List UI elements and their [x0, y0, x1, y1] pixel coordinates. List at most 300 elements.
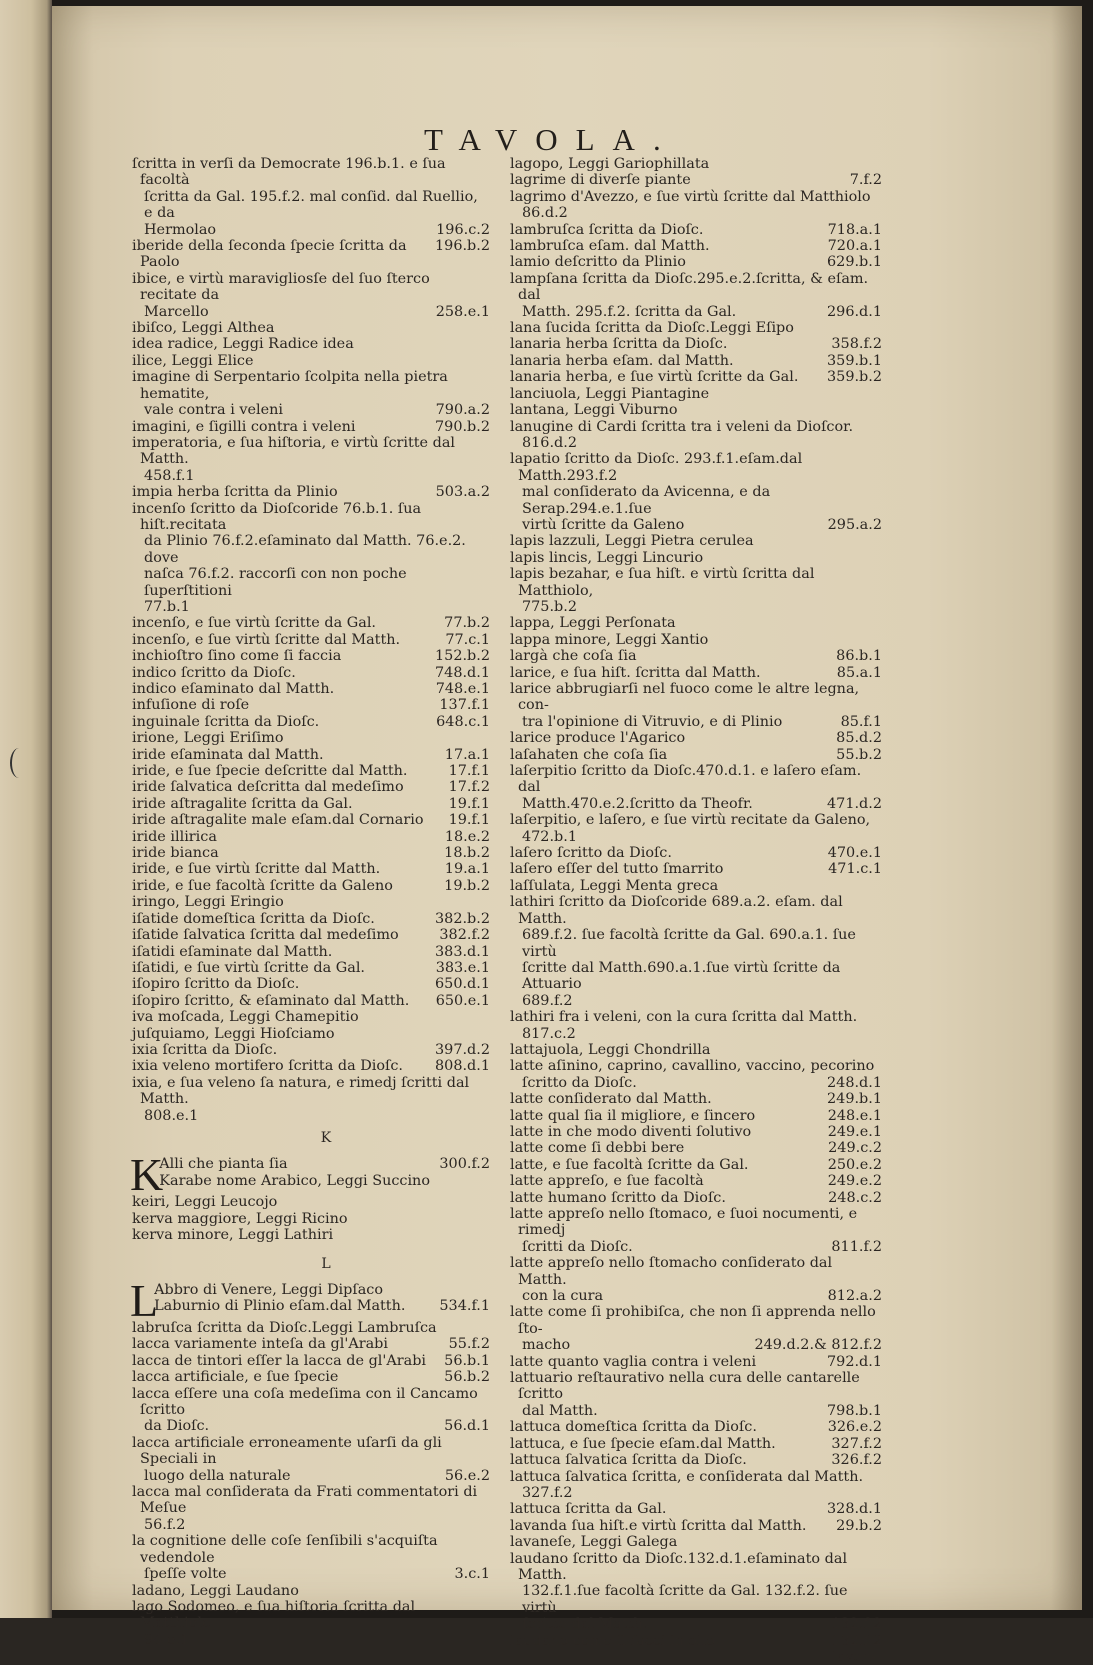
- entry-text: iride ſalvatica deſcritta dal medeſimo: [132, 779, 404, 796]
- entry-text: Laburnio di Plinio eſam.dal Matth.: [154, 1298, 406, 1315]
- entry-text: latte come ſi prohibiſca, che non ſi apprenda nello ſto-: [510, 1304, 876, 1337]
- entry-text: iſatide ſalvatica ſcritta dal medeſimo: [132, 927, 399, 944]
- page-reference: 18.b.2: [444, 845, 490, 862]
- page-reference: 327.f.2: [831, 1435, 882, 1452]
- index-entry: [132, 1353, 490, 1369]
- entry-text: latte, e ſue facoltà ſcritte da Gal.: [510, 1156, 749, 1173]
- index-entry: [510, 550, 882, 566]
- entry-text: iſatidi eſaminate dal Matth.: [132, 943, 333, 960]
- page-reference: 248.c.2: [828, 1189, 882, 1206]
- index-entry: [132, 1156, 490, 1172]
- page-reference: 56.d.1: [444, 1418, 490, 1435]
- index-entry: [132, 336, 490, 352]
- entry-text: lanaria herba, e ſue virtù ſcritte da Gal.: [510, 369, 799, 386]
- index-entry: [510, 1255, 882, 1288]
- entry-text: juſquiamo, Leggi Hioſciamo: [132, 1025, 335, 1042]
- entry-text: imagine di Serpentario ſcolpita nella pietra hematite,: [132, 369, 448, 402]
- index-entry: [132, 1468, 490, 1484]
- index-entry: [132, 304, 490, 320]
- entry-text: lacca artificiale, e ſue ſpecie: [132, 1369, 339, 1386]
- index-entry: [510, 1551, 882, 1584]
- catchword-row: [510, 1649, 882, 1665]
- index-entry: [132, 1583, 490, 1599]
- entry-text: lattuario reſtaurativo nella cura delle cantarelle ſcritto: [510, 1370, 860, 1403]
- entry-text: iride aſtragalite male eſam.dal Cornario: [132, 812, 424, 829]
- index-entry: [132, 796, 490, 812]
- page-reference: 86.b.1: [836, 648, 882, 665]
- entry-text: latte appreſo nello ſtomaco, e ſuoi nocumenti, e rimedj: [510, 1206, 858, 1239]
- index-entry: [132, 1320, 490, 1336]
- dropcap-l: L: [130, 1275, 159, 1326]
- page-reference: 650.d.1: [435, 976, 490, 993]
- index-entry: [132, 845, 490, 861]
- entry-text: lavaneſe, Leggi Galega: [510, 1534, 678, 1551]
- entry-text: 472.b.1: [522, 828, 577, 845]
- entry-text: lanaria herba eſam. dal Matth.: [510, 352, 734, 369]
- entry-text: impia herba ſcritta da Plinio: [132, 484, 338, 501]
- index-entry: [132, 714, 490, 730]
- page-reference: 383.e.1: [435, 959, 490, 976]
- entry-text: lacca mal conſiderata da Frati commentatori di Meſue: [132, 1484, 478, 1517]
- entry-text: 817.c.2: [522, 1025, 576, 1042]
- entry-text: dal Matth.: [522, 1402, 598, 1419]
- page-reference: 196.c.2: [436, 221, 490, 238]
- entry-text: latte come ſi debbi bere: [510, 1140, 685, 1157]
- entry-text: iride bianca: [132, 845, 219, 862]
- index-entry: [132, 566, 490, 599]
- index-entry: [510, 1124, 882, 1140]
- index-entry: [510, 222, 882, 238]
- index-entry: [510, 763, 882, 796]
- index-entry: [132, 1227, 490, 1243]
- page-reference: 798.b.1: [827, 1402, 882, 1419]
- left-column: [132, 156, 490, 1648]
- entry-text: latte quanto vaglia contra i veleni: [510, 1353, 757, 1370]
- index-entry: [510, 665, 882, 681]
- index-entry: [132, 1075, 490, 1108]
- right-column: [510, 156, 882, 1665]
- index-entry: [132, 1386, 490, 1419]
- index-entry: [510, 960, 882, 993]
- entry-text: lattuca, e ſue ſpecie eſam.dal Matth.: [510, 1435, 776, 1452]
- page-reference: 248.d.1: [827, 1074, 882, 1091]
- index-entry: [132, 1418, 490, 1434]
- page-reference: 397.d.2: [435, 1041, 490, 1058]
- page-reference: 55.f.2: [448, 1336, 490, 1353]
- index-entry: [132, 1632, 490, 1648]
- index-entry: [510, 1157, 882, 1173]
- index-entry: [510, 894, 882, 927]
- entry-text: ſpeſſe volte: [144, 1566, 227, 1583]
- index-entry: [510, 1354, 882, 1370]
- index-entry: [510, 829, 882, 845]
- entry-text: ſcritta in verſi da Democrate 196.b.1. e ſua facoltà: [132, 156, 446, 189]
- entry-text: lamio deſcritto da Plinio: [510, 254, 686, 271]
- entry-text: iride, e ſue virtù ſcritte dal Matth.: [132, 861, 381, 878]
- entry-text: laudano ſcritto da Dioſc.132.d.1.eſaminato dal Matth.: [510, 1550, 848, 1583]
- facing-page-edge: [0, 0, 52, 1618]
- entry-text: tra l'opinione di Vitruvio, e di Plinio: [522, 713, 783, 730]
- entry-text: lapatio ſcritto da Dioſc. 293.f.1.eſam.dal Matth.293.f.2: [510, 451, 803, 484]
- entry-text: lanciuola, Leggi Piantagine: [510, 385, 710, 402]
- page-reference: 470.e.1: [827, 845, 882, 862]
- entry-text: lapis lazzuli, Leggi Pietra cerulea: [510, 533, 754, 550]
- index-entry: [132, 1108, 490, 1124]
- entry-text: lacca eſſere una coſa medeſima con il Cancamo ſcritto: [132, 1385, 478, 1419]
- entry-text: iride, e ſue ſpecie deſcritte dal Matth.: [132, 763, 408, 780]
- entry-text: inchioſtro ſino come ſi faccia: [132, 648, 342, 665]
- entry-text: luogo della naturale: [144, 1467, 291, 1484]
- entry-text: lathiri fra i veleni, con la cura ſcritta dal Matth.: [510, 1009, 858, 1026]
- entry-text: Marcello: [144, 303, 209, 320]
- page-reference: 326.e.2: [827, 1419, 882, 1436]
- entry-text: virtù ſcritte da Galeno: [522, 516, 685, 533]
- page-reference: 3.c.1: [454, 1566, 490, 1583]
- page-reference: 812.a.2: [827, 1288, 882, 1305]
- index-entry: [132, 665, 490, 681]
- section-k-dropcap-lines: [132, 1156, 490, 1189]
- page-reference: 152.b.2: [435, 648, 490, 665]
- index-entry: [510, 336, 882, 352]
- entry-text: imperatoria, e ſua hiſtoria, e virtù ſcritte dal Matth.: [132, 434, 456, 468]
- index-entry: [510, 845, 882, 861]
- index-entry: [510, 1485, 882, 1501]
- page-reference: 300.f.2: [439, 1156, 490, 1173]
- index-entry: [132, 1042, 490, 1058]
- page-reference: 748.e.1: [435, 681, 490, 697]
- entry-text: lattuca ſcritta da Gal.: [510, 1501, 667, 1518]
- entry-text: Alli che pianta ſia: [159, 1156, 288, 1173]
- entry-text: latte conſiderato dal Matth.: [510, 1091, 712, 1108]
- index-entry: [132, 1298, 490, 1314]
- page-reference: 792.d.1: [827, 1353, 882, 1370]
- entry-text: Matth. 295.f.2. ſcritta da Gal.: [522, 303, 737, 320]
- index-entry: [132, 222, 490, 238]
- entry-text: Karabe nome Arabico, Leggi Succino: [159, 1172, 430, 1189]
- index-entry: [510, 304, 882, 320]
- page-reference: 534.f.1: [439, 1298, 490, 1315]
- index-entry: [132, 1435, 490, 1468]
- index-entry: [510, 435, 882, 451]
- page-reference: 648.c.1: [436, 713, 490, 730]
- entry-text: lacca de tintori eſſer la lacca de gl'Arabi: [132, 1352, 427, 1369]
- index-entry: [132, 812, 490, 828]
- index-entry: [510, 1190, 882, 1206]
- entry-text: Hermolao: [144, 221, 217, 238]
- index-entry: [132, 861, 490, 877]
- index-entry: [510, 730, 882, 746]
- page-reference: 85.d.2: [836, 730, 882, 747]
- section-l-intro: [130, 1275, 490, 1326]
- entry-text: lantana, Leggi Viburno: [510, 402, 678, 419]
- index-entry: [132, 730, 490, 746]
- page-reference: 358.f.2: [831, 336, 882, 353]
- index-entry: [132, 402, 490, 418]
- entry-text: inguinale ſcritta da Dioſc.: [132, 713, 320, 730]
- entry-text: ixia ſcritta da Dioſc.: [132, 1041, 278, 1058]
- entry-text: iride aſtragalite ſcritta da Gal.: [132, 795, 353, 812]
- index-entry: [510, 1108, 882, 1124]
- entry-text: lattuca ſalvatica ſcritta da Dioſc.: [510, 1452, 747, 1469]
- entry-text: iva moſcada, Leggi Chamepitio: [132, 1009, 359, 1026]
- entry-text: con la cura: [522, 1288, 604, 1305]
- page-reference: 718.a.1: [827, 221, 882, 238]
- entry-text: 132.f.1.ſue facoltà ſcritte da Gal. 132.f.2. ſue virtù: [522, 1583, 848, 1616]
- entry-text: indico ſcritto da Dioſc.: [132, 664, 296, 681]
- index-entry: [510, 861, 882, 877]
- index-entry: [510, 1616, 882, 1632]
- index-entry: [510, 402, 882, 418]
- index-entry: [510, 1501, 882, 1517]
- page-reference: 17.a.1: [444, 746, 490, 763]
- index-entry: [132, 894, 490, 910]
- index-entry: [510, 1436, 882, 1452]
- page-reference: 18.e.2: [444, 828, 490, 845]
- index-entry: [510, 681, 882, 714]
- entry-text: idea radice, Leggi Radice idea: [132, 336, 354, 353]
- entry-text: lanugine di Cardi ſcritta tra i veleni da Dioſcor.: [510, 418, 854, 435]
- entry-text: la cognitione delle coſe ſenſibili s'acquiſta vedendole: [132, 1533, 438, 1566]
- section-k-intro: [130, 1149, 490, 1201]
- index-entry: [510, 878, 882, 894]
- entry-text: laſſulata, Leggi Menta greca: [510, 877, 719, 894]
- entry-text: Abbro di Venere, Leggi Dipſaco: [154, 1282, 384, 1298]
- index-entry: [132, 419, 490, 435]
- entry-text: imagini, e ſigilli contra i veleni: [132, 418, 356, 435]
- entry-text: lampſana ſcritta da Dioſc.295.e.2.ſcritta, & eſam. dal: [510, 270, 869, 304]
- index-entry: [132, 927, 490, 943]
- entry-text: 458.f.1: [144, 467, 195, 484]
- entry-text: lappa minore, Leggi Xantio: [510, 631, 709, 648]
- page-reference: 359.b.2: [827, 369, 882, 386]
- entry-text: lacca artificiale erroneamente uſarſi da gli Speciali in: [132, 1434, 442, 1468]
- page-reference: 85.a.1: [836, 664, 882, 681]
- entry-text: 94.e.1: [144, 1631, 190, 1648]
- entry-text: ſcritte dal Matth.: [522, 1616, 648, 1633]
- page-reference: 790.b.2: [435, 418, 490, 435]
- page-reference: 808.d.1: [435, 1058, 490, 1075]
- entry-text: laudano come ſi facci in olio: [510, 1632, 715, 1649]
- entry-text: 77.b.1: [144, 598, 190, 615]
- entry-text: lattajuola, Leggi Chondrilla: [510, 1041, 711, 1058]
- index-entry: [132, 1058, 490, 1074]
- index-entry: [132, 1211, 490, 1227]
- entry-text: iride, e ſue facoltà ſcritte da Galeno: [132, 877, 393, 894]
- index-entry: [510, 1469, 882, 1485]
- index-entry: [510, 238, 882, 254]
- index-entry: [510, 156, 882, 172]
- index-entry: [132, 697, 490, 713]
- entry-text: ſcritta da Gal. 195.f.2. mal conſid. dal Ruellio, e da: [144, 188, 478, 222]
- index-entry: [510, 1239, 882, 1255]
- index-entry: [510, 993, 882, 1009]
- dropcap-k: K: [130, 1149, 164, 1201]
- index-entry: [510, 1091, 882, 1107]
- ink-mark: [10, 748, 28, 778]
- index-entry: [510, 517, 882, 533]
- index-entry: [510, 271, 882, 304]
- index-entry: [510, 599, 882, 615]
- page-reference: 249.e.2: [827, 1173, 882, 1190]
- running-title: TAVOLA.: [424, 122, 679, 157]
- page-reference: 137.f.1: [439, 697, 490, 714]
- page-reference: 359.b.1: [827, 352, 882, 369]
- page-reference: 19.f.1: [448, 795, 490, 812]
- index-entry: [510, 1288, 882, 1304]
- index-entry: [510, 1583, 882, 1616]
- entry-text: naſca 76.f.2. raccorſi con non poche ſuperſtitioni: [144, 566, 407, 599]
- page-reference: 629.b.1: [827, 254, 882, 271]
- index-entry: [132, 747, 490, 763]
- entry-text: infuſione di roſe: [132, 697, 250, 714]
- left-entries: [132, 156, 490, 1124]
- page-reference: 85.f.1: [840, 713, 882, 730]
- entry-text: 56.f.2: [144, 1516, 186, 1533]
- page-reference: 56.b.1: [444, 1352, 490, 1369]
- index-entry: [510, 1633, 882, 1649]
- entry-text: lagrime di diverſe piante: [510, 172, 691, 189]
- index-entry: [132, 599, 490, 615]
- entry-text: laſero ſcritto da Dioſc.: [510, 845, 672, 862]
- entry-text: lavanda ſua hiſt.e virtù ſcritta dal Matth.: [510, 1517, 807, 1534]
- page-reference: 56.b.2: [444, 1369, 490, 1386]
- entry-text: lambruſca eſam. dal Matth.: [510, 238, 710, 255]
- entry-text: keiri, Leggi Leucojo: [132, 1194, 278, 1211]
- page-reference: 258.e.1: [435, 303, 490, 320]
- page-reference: 248.e.1: [827, 1107, 882, 1124]
- index-entry: [510, 566, 882, 599]
- entry-text: ſcritti da Dioſc.: [522, 1238, 633, 1255]
- page-reference: 17.f.1: [448, 763, 490, 780]
- page-reference: 132.f.2: [831, 1616, 882, 1633]
- index-entry: [510, 320, 882, 336]
- index-entry: [132, 1173, 490, 1189]
- index-entry: [510, 714, 882, 730]
- page-reference: 56.e.2: [444, 1467, 490, 1484]
- index-entry: [132, 681, 490, 697]
- index-entry: [510, 927, 882, 960]
- index-entry: [132, 484, 490, 500]
- index-entry: [132, 615, 490, 631]
- entry-text: iride eſaminata dal Matth.: [132, 746, 324, 763]
- index-entry: [510, 1370, 882, 1403]
- entry-text: vale contra i veleni: [144, 402, 284, 419]
- index-entry: [132, 353, 490, 369]
- page-reference: 720.a.1: [827, 238, 882, 255]
- index-entry: [132, 1336, 490, 1352]
- index-entry: [510, 451, 882, 484]
- entry-text: 775.b.2: [522, 598, 577, 615]
- entry-text: laſerpitio ſcritto da Dioſc.470.d.1. e laſero eſam. dal: [510, 763, 862, 796]
- index-entry: [510, 533, 882, 549]
- index-entry: [132, 1194, 490, 1210]
- entry-text: latte qual ſia il migliore, e ſincero: [510, 1107, 756, 1124]
- entry-text: incenſo ſcritto da Dioſcoride 76.b.1. ſua hiſt.recitata: [132, 500, 422, 533]
- entry-text: lago Sodomeo, e ſua hiſtoria ſcritta dal Matthiolo: [132, 1598, 416, 1632]
- entry-text: iringo, Leggi Eringio: [132, 894, 284, 911]
- entry-text: kerva maggiore, Leggi Ricino: [132, 1210, 348, 1227]
- entry-text: laſero eſſer del tutto ſmarrito: [510, 861, 724, 878]
- index-entry: [510, 1075, 882, 1091]
- catchword: laven-: [832, 1648, 876, 1665]
- index-entry: [510, 648, 882, 664]
- page-reference: 811.f.2: [831, 1238, 882, 1255]
- index-entry: [132, 911, 490, 927]
- entry-text: mal conſiderato da Avicenna, e da Serap.294.e.1.ſue: [522, 484, 771, 517]
- section-heading-k: K: [320, 1129, 332, 1146]
- page-reference: 471.d.2: [827, 795, 882, 812]
- page-reference: 77.c.1: [445, 631, 490, 648]
- index-entry: [132, 878, 490, 894]
- index-entry: [132, 944, 490, 960]
- page-reference: 29.b.2: [836, 1517, 882, 1534]
- index-entry: [510, 1419, 882, 1435]
- entry-text: larice, e ſua hiſt. ſcritta dal Matth.: [510, 664, 761, 681]
- entry-text: incenſo, e ſue virtù ſcritte dal Matth.: [132, 631, 401, 648]
- entry-text: 689.f.2. ſue facoltà ſcritte da Gal. 690.a.1. ſue virtù: [522, 927, 856, 960]
- section-l-entries: [132, 1320, 490, 1648]
- index-entry: [132, 238, 490, 271]
- index-entry: [510, 1518, 882, 1534]
- entry-text: largà che coſa ſia: [510, 648, 637, 665]
- page-reference: 7.f.2: [849, 172, 882, 189]
- entry-text: ibice, e virtù maravigliosſe del ſuo ſterco recitate da: [132, 270, 430, 304]
- entry-text: lana ſucida ſcritta da Dioſc.Leggi Eſipo: [510, 320, 794, 337]
- index-entry: [510, 1042, 882, 1058]
- entry-text: lattuca ſalvatica ſcritta, e conſiderata dal Matth.: [510, 1468, 864, 1485]
- index-entry: [510, 1206, 882, 1239]
- index-entry: [510, 484, 882, 517]
- entry-text: lagrimo d'Avezzo, e ſue virtù ſcritte dal Matthiolo: [510, 188, 871, 205]
- index-entry: [510, 1403, 882, 1419]
- index-entry: [132, 1517, 490, 1533]
- entry-text: lacca variamente inteſa da gl'Arabi: [132, 1336, 388, 1353]
- index-entry: [510, 254, 882, 270]
- page-reference: 296.d.1: [827, 303, 882, 320]
- page-reference: 295.a.2: [827, 516, 882, 533]
- page-reference: 19.b.2: [444, 877, 490, 894]
- page-reference: 471.c.1: [828, 861, 882, 878]
- entry-text: lathiri ſcritto da Dioſcoride 689.a.2. eſam. dal Matth.: [510, 894, 843, 927]
- index-entry: [132, 1599, 490, 1632]
- index-entry: [510, 747, 882, 763]
- index-entry: [132, 435, 490, 468]
- index-entry: [132, 501, 490, 534]
- page-reference: 650.e.1: [435, 992, 490, 1009]
- index-entry: [510, 386, 882, 402]
- entry-text: latte aſinino, caprino, cavallino, vaccino, pecorino: [510, 1058, 875, 1075]
- entry-text: iſatidi, e ſue virtù ſcritte da Gal.: [132, 959, 366, 976]
- index-entry: [132, 976, 490, 992]
- entry-text: 86.d.2: [522, 205, 568, 222]
- section-heading-l: L: [321, 1255, 331, 1272]
- index-entry: [510, 1304, 882, 1337]
- entry-text: latte in che modo diventi ſolutivo: [510, 1123, 752, 1140]
- index-entry: [132, 320, 490, 336]
- page-reference: 328.d.1: [827, 1501, 882, 1518]
- index-entry: [510, 632, 882, 648]
- index-entry: [510, 1173, 882, 1189]
- index-entry: [132, 1484, 490, 1517]
- page-reference: 249.d.2.& 812.f.2: [754, 1337, 882, 1354]
- entry-text: irione, Leggi Eriſimo: [132, 730, 284, 747]
- book-page: [52, 6, 1082, 1665]
- entry-text: iſopiro ſcritto da Dioſc.: [132, 976, 300, 993]
- index-entry: [132, 763, 490, 779]
- entry-text: lapis lincis, Leggi Lincurio: [510, 549, 704, 566]
- page-reference: 19.f.1: [448, 812, 490, 829]
- index-entry: [132, 1369, 490, 1385]
